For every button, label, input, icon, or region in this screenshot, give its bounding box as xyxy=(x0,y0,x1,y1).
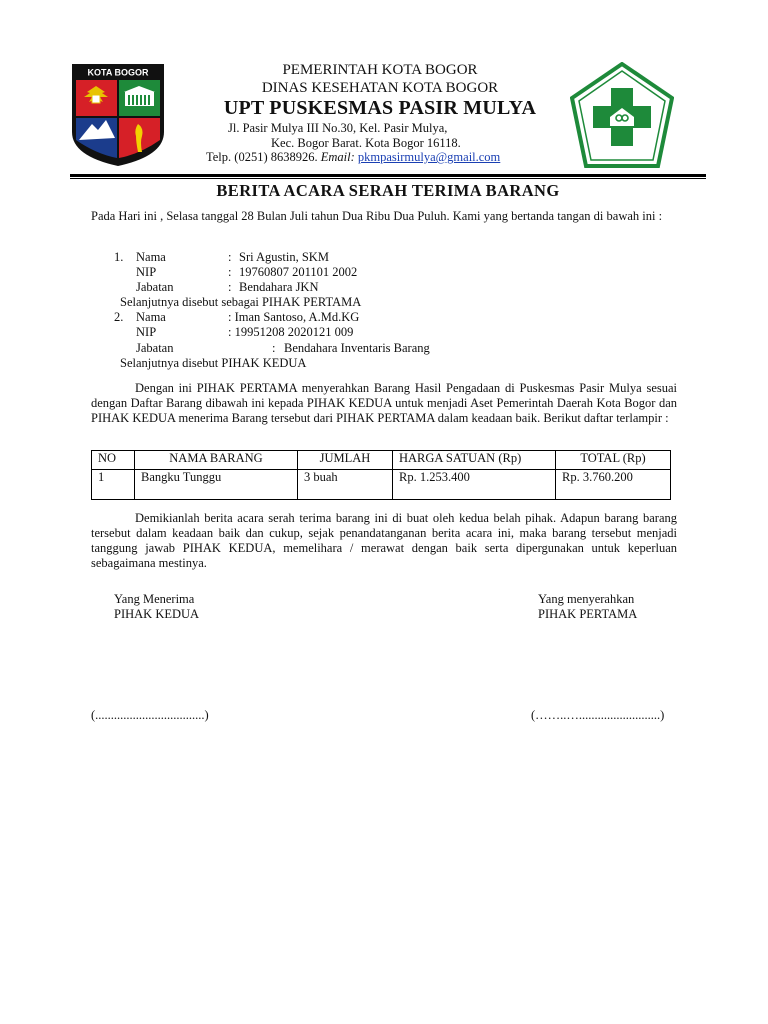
party2-number: 2. xyxy=(114,310,124,324)
cell-unit-price: Rp. 1.253.400 xyxy=(393,470,556,500)
party2-job: Bendahara Inventaris Barang xyxy=(284,341,430,355)
col-header-qty: JUMLAH xyxy=(298,451,393,470)
header-contact xyxy=(206,150,500,165)
table-row xyxy=(92,470,671,500)
col-header-total: TOTAL (Rp) xyxy=(556,451,671,470)
letterhead-rule-thin xyxy=(70,178,706,179)
signature-right-role: Yang menyerahkan xyxy=(538,592,635,606)
party2-name: : Iman Santoso, A.Md.KG xyxy=(228,310,360,324)
signature-right-blank: (……..…..........................) xyxy=(531,708,665,722)
document-title: BERITA ACARA SERAH TERIMA BARANG xyxy=(216,181,560,200)
col-header-no: NO xyxy=(92,451,135,470)
header-email-label: Email: xyxy=(320,150,355,164)
signature-right-party: PIHAK PERTAMA xyxy=(538,607,638,621)
header-email-link[interactable]: pkmpasirmulya@gmail.com xyxy=(357,150,501,164)
party1-name: Sri Agustin, SKM xyxy=(239,250,329,264)
party1-nip: 19760807 201101 2002 xyxy=(239,265,358,279)
header-address-2: Kec. Bogor Barat. Kota Bogor 16118. xyxy=(271,136,461,150)
party1-nip-sep: : xyxy=(228,265,232,279)
col-header-item: NAMA BARANG xyxy=(135,451,298,470)
letterhead-rule-thick xyxy=(70,174,706,177)
party1-job-label: Jabatan xyxy=(136,280,174,294)
signature-left-role: Yang Menerima xyxy=(114,592,195,606)
col-header-unit-price: HARGA SATUAN (Rp) xyxy=(393,451,556,470)
party1-job: Bendahara JKN xyxy=(239,280,319,294)
items-table xyxy=(91,450,671,500)
party1-nip-label: NIP xyxy=(136,265,157,279)
party2-name-label: Nama xyxy=(136,310,166,324)
party1-number: 1. xyxy=(114,250,124,264)
header-department: DINAS KESEHATAN KOTA BOGOR xyxy=(261,80,499,96)
signature-left-party: PIHAK KEDUA xyxy=(114,607,200,621)
body-paragraph: Dengan ini PIHAK PERTAMA menyerahkan Barang Hasil Pengadaan di Puskesmas Pasir Mulya sesuai dengan Daftar Barang dibawah ini kepada PIHAK KEDUA untuk menjadi Aset Pemerintah Daerah Kota Bogor dan PIHAK KEDUA menerima Barang tersebut dari PIHAK PERTAMA dalam keadaan baik. Berikut daftar terlampir : xyxy=(91,381,677,425)
cell-qty: 3 buah xyxy=(298,470,393,500)
table-header-row xyxy=(92,451,671,470)
cell-total: Rp. 3.760.200 xyxy=(556,470,671,500)
header-phone: Telp. (0251) 8638926. xyxy=(206,150,318,164)
kota-bogor-logo xyxy=(70,62,166,168)
party2-nip: : 19951208 2020121 009 xyxy=(228,325,354,339)
party1-name-sep: : xyxy=(228,250,232,264)
party2-job-sep: : xyxy=(272,341,276,355)
party1-job-sep: : xyxy=(228,280,232,294)
cell-no: 1 xyxy=(92,470,135,500)
party2-nip-label: NIP xyxy=(136,325,157,339)
header-government: PEMERINTAH KOTA BOGOR xyxy=(282,62,478,78)
closing-paragraph: Demikianlah berita acara serah terima barang ini di buat oleh kedua belah pihak. Adapun barang barang tersebut dalam keadaan baik dan cukup, sejak penandatanganan berita acara ini, maka barang tersebut menjadi tanggung jawab PIHAK KEDUA, memelihara / merawat dengan baik serta dipergunakan untuk keperluan sebagaimana mestinya. xyxy=(91,511,677,570)
party2-job-label: Jabatan xyxy=(136,341,174,355)
header-address-1: Jl. Pasir Mulya III No.30, Kel. Pasir Mulya, xyxy=(228,121,448,135)
signature-left-blank: (...................................) xyxy=(91,708,209,722)
party2-designation: Selanjutnya disebut PIHAK KEDUA xyxy=(120,356,307,370)
svg-text:KOTA BOGOR: KOTA BOGOR xyxy=(87,67,149,78)
party1-name-label: Nama xyxy=(136,250,166,264)
header-institution: UPT PUSKESMAS PASIR MULYA xyxy=(223,97,537,119)
party1-designation: Selanjutnya disebut sebagai PIHAK PERTAMA xyxy=(120,295,362,309)
intro-paragraph: Pada Hari ini , Selasa tanggal 28 Bulan Juli tahun Dua Ribu Dua Puluh. Kami yang bertanda tangan di bawah ini : xyxy=(91,209,663,223)
cell-item: Bangku Tunggu xyxy=(135,470,298,500)
